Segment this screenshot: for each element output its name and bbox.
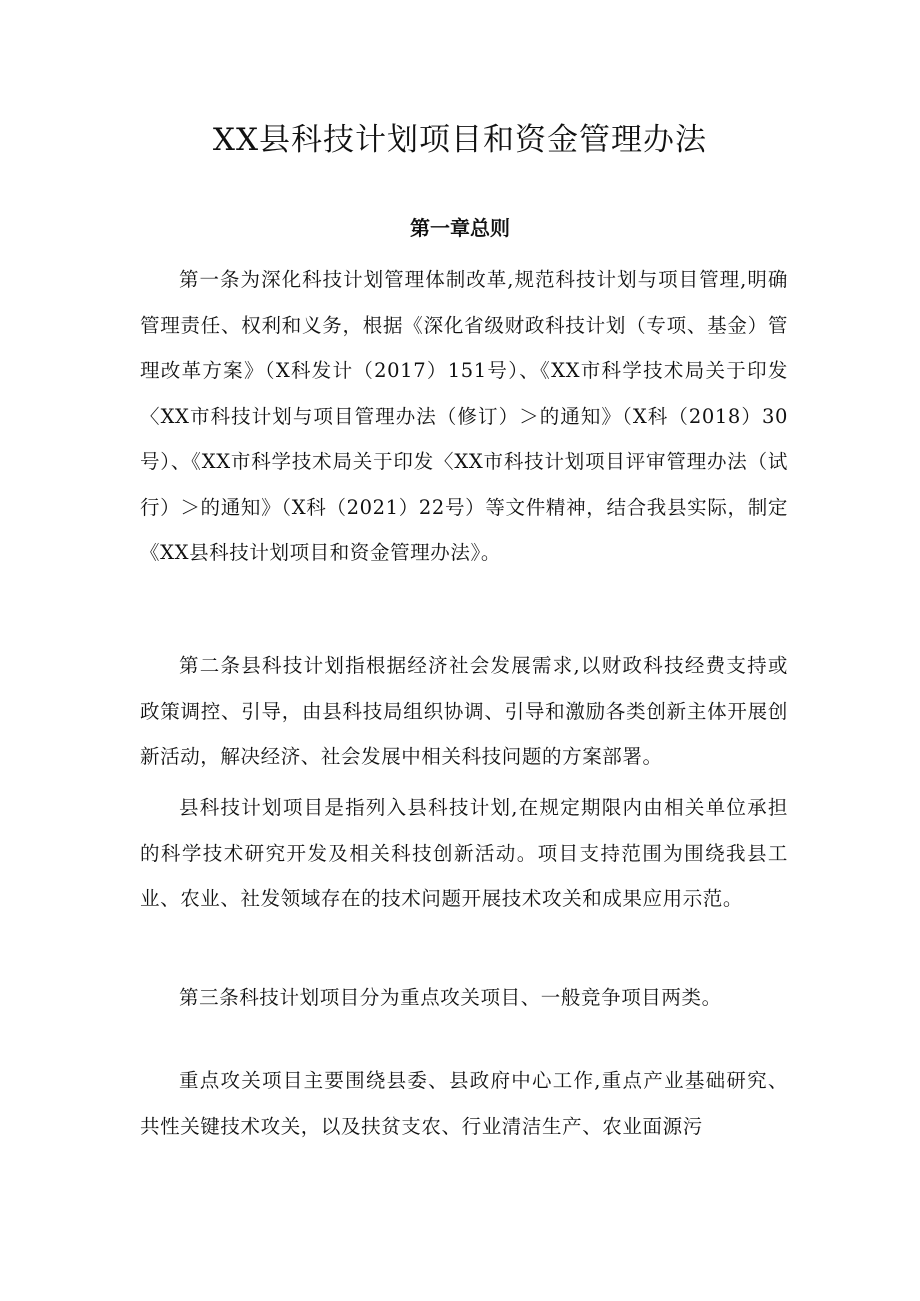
document-title: XX县科技计划项目和资金管理办法	[212, 122, 708, 158]
chapter-heading: 第一章总则	[410, 216, 510, 240]
paragraph-article-2: 第二条县科技计划指根据经济社会发展需求,以财政科技经费支持或政策调控、引导，由县科技局组织协调、引导和激励各类创新主体开展创新活动，解决经济、社会发展中相关科技问题的方案部署。	[140, 654, 788, 768]
paragraph-key-projects: 重点攻关项目主要围绕县委、县政府中心工作,重点产业基础研究、共性关键技术攻关，以及扶贫支农、行业清洁生产、农业面源污	[140, 1069, 788, 1138]
paragraph-project-definition: 县科技计划项目是指列入县科技计划,在规定期限内由相关单位承担的科学技术研究开发及相关科技创新活动。项目支持范围为围绕我县工业、农业、社发领域存在的技术问题开展技术攻关和成果应用示范。	[140, 796, 788, 910]
paragraph-article-3: 第三条科技计划项目分为重点攻关项目、一般竞争项目两类。	[179, 986, 722, 1009]
paragraph-article-1: 第一条为深化科技计划管理体制改革,规范科技计划与项目管理,明确管理责任、权利和义务，根据《深化省级财政科技计划（专项、基金）管理改革方案》（X科发计（2017）151号）、《XX市科学技术局关于印发〈XX市科技计划与项目管理办法（修订）＞的通知》（X科（2018）30号）、《XX市科学技术局关于印发〈XX市科技计划项目评审管理办法（试行）＞的通知》（X科（2021）22号）等文件精神，结合我县实际，制定《XX县科技计划项目和资金管理办法》。	[140, 268, 788, 564]
